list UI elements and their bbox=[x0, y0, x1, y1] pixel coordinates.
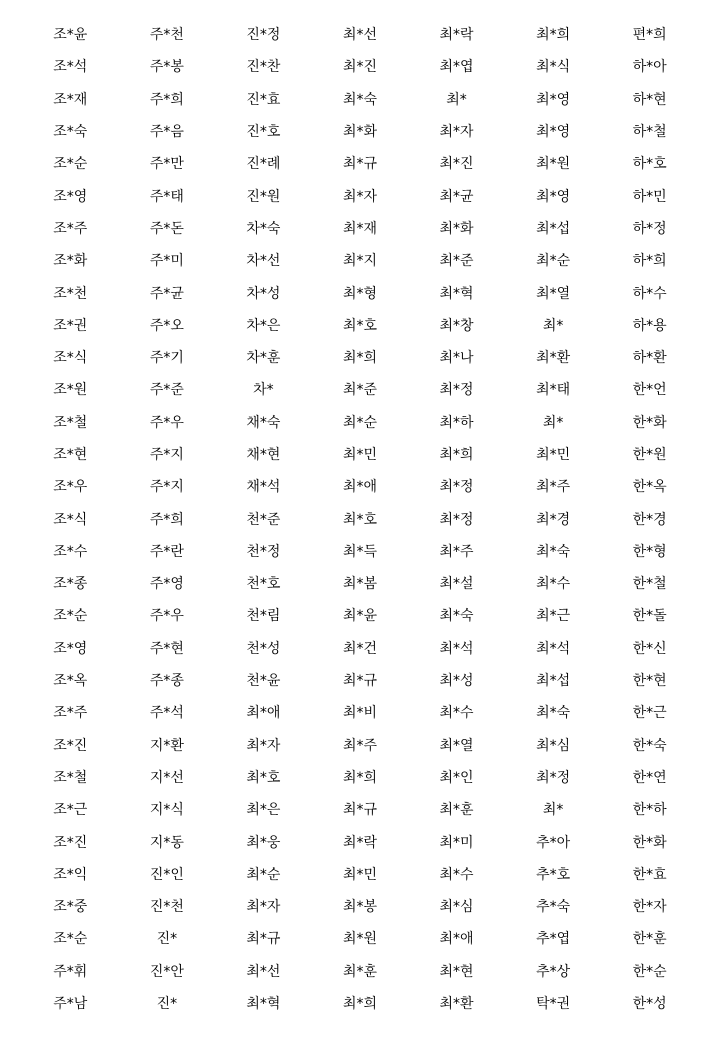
name-cell: 최*숙 bbox=[536, 543, 571, 560]
name-cell: 최*정 bbox=[439, 382, 474, 399]
name-cell: 최*순 bbox=[536, 253, 571, 270]
name-cell: 최*인 bbox=[439, 769, 474, 786]
table-row bbox=[22, 180, 698, 212]
table-row bbox=[22, 374, 698, 406]
name-cell: 조*화 bbox=[53, 253, 88, 270]
name-cell: 진*인 bbox=[149, 866, 184, 883]
name-cell: 한*돌 bbox=[632, 608, 667, 625]
name-cell: 최*원 bbox=[536, 156, 571, 173]
table-row bbox=[22, 956, 698, 988]
name-cell: 최*자 bbox=[246, 737, 281, 754]
name-cell: 차*숙 bbox=[246, 220, 281, 237]
name-cell: 최*현 bbox=[439, 963, 474, 980]
name-cell: 최*희 bbox=[342, 769, 377, 786]
name-cell: 최*원 bbox=[342, 931, 377, 948]
name-cell: 최*규 bbox=[342, 156, 377, 173]
name-cell: 최*비 bbox=[342, 705, 377, 722]
name-cell: 조*주 bbox=[53, 705, 88, 722]
name-cell: 최*설 bbox=[439, 576, 474, 593]
name-cell: 채*현 bbox=[246, 447, 281, 463]
name-cell: 최*하 bbox=[439, 414, 474, 431]
name-cell: 최*은 bbox=[246, 802, 281, 819]
name-cell: 최*순 bbox=[342, 414, 377, 431]
name-cell: 최*규 bbox=[342, 802, 377, 819]
table-row bbox=[22, 730, 698, 762]
name-cell: 최*애 bbox=[439, 931, 474, 948]
name-cell: 최*락 bbox=[439, 27, 474, 44]
table-row bbox=[22, 697, 698, 729]
name-cell: 주*준 bbox=[149, 382, 184, 399]
name-cell: 최* bbox=[542, 414, 564, 431]
name-cell: 차*성 bbox=[246, 285, 281, 302]
name-cell: 조*진 bbox=[53, 737, 88, 754]
name-cell: 최*호 bbox=[246, 769, 281, 786]
table-row bbox=[22, 310, 698, 342]
table-row bbox=[22, 923, 698, 955]
name-cell: 한*신 bbox=[632, 640, 667, 657]
name-cell: 조*순 bbox=[53, 931, 88, 948]
name-cell: 최*수 bbox=[439, 705, 474, 722]
name-cell: 최*정 bbox=[439, 511, 474, 528]
table-row bbox=[22, 277, 698, 309]
name-cell: 최*호 bbox=[342, 317, 377, 334]
name-cell: 주*미 bbox=[149, 253, 184, 270]
name-cell: 조*재 bbox=[53, 91, 88, 108]
name-cell: 조*식 bbox=[53, 511, 88, 528]
name-cell: 주*종 bbox=[149, 673, 184, 690]
name-cell: 조*영 bbox=[53, 188, 88, 205]
name-cell: 최*숙 bbox=[536, 705, 571, 722]
name-list-body bbox=[22, 19, 698, 1020]
name-cell: 진*효 bbox=[246, 91, 281, 108]
name-cell: 주*태 bbox=[149, 188, 184, 205]
name-cell: 최*지 bbox=[342, 253, 377, 270]
name-cell: 최*열 bbox=[536, 285, 571, 302]
name-cell: 지*동 bbox=[149, 834, 184, 851]
name-cell: 편*희 bbox=[632, 27, 667, 44]
name-cell: 조*현 bbox=[53, 447, 88, 463]
table-row bbox=[22, 633, 698, 665]
name-cell: 한*화 bbox=[632, 834, 667, 851]
name-cell: 최*자 bbox=[342, 188, 377, 205]
table-row bbox=[22, 503, 698, 535]
name-cell: 최*열 bbox=[439, 737, 474, 754]
name-cell: 하*희 bbox=[632, 253, 667, 270]
name-cell: 최*희 bbox=[342, 996, 377, 1013]
table-row bbox=[22, 439, 698, 471]
name-cell: 최*훈 bbox=[439, 802, 474, 819]
table-row bbox=[22, 826, 698, 858]
name-cell: 최*주 bbox=[536, 479, 571, 496]
name-cell: 최*숙 bbox=[342, 91, 377, 108]
name-cell: 주*영 bbox=[149, 576, 184, 593]
name-cell: 최*근 bbox=[536, 608, 571, 625]
name-cell: 최*혁 bbox=[246, 996, 281, 1013]
name-cell: 최*희 bbox=[536, 27, 571, 44]
table-row bbox=[22, 859, 698, 891]
name-cell: 하*정 bbox=[632, 220, 667, 237]
name-cell: 진*천 bbox=[149, 899, 184, 916]
name-cell: 주*석 bbox=[149, 705, 184, 722]
name-cell: 천*정 bbox=[246, 543, 281, 560]
name-cell: 조*진 bbox=[53, 834, 88, 851]
name-cell: 한*철 bbox=[632, 576, 667, 593]
name-cell: 최*영 bbox=[536, 124, 571, 141]
name-cell: 최*규 bbox=[342, 673, 377, 690]
name-cell: 최*봄 bbox=[342, 576, 377, 593]
name-cell: 조*순 bbox=[53, 156, 88, 173]
table-row bbox=[22, 407, 698, 439]
name-cell: 최*화 bbox=[439, 220, 474, 237]
table-row bbox=[22, 536, 698, 568]
name-cell: 추*상 bbox=[536, 963, 571, 980]
name-cell: 차*은 bbox=[246, 317, 281, 334]
name-cell: 주*휘 bbox=[53, 963, 88, 980]
name-cell: 주*천 bbox=[149, 27, 184, 44]
name-cell: 차*훈 bbox=[246, 350, 281, 367]
name-cell: 최* bbox=[542, 802, 564, 819]
name-cell: 최*주 bbox=[342, 737, 377, 754]
name-cell: 최*애 bbox=[246, 705, 281, 722]
name-cell: 주*오 bbox=[149, 317, 184, 334]
name-cell: 최* bbox=[446, 91, 467, 108]
name-cell: 조*식 bbox=[53, 350, 88, 367]
name-cell: 조*윤 bbox=[53, 27, 88, 44]
name-cell: 최*정 bbox=[439, 479, 474, 496]
name-cell: 하*아 bbox=[632, 59, 667, 76]
name-cell: 진*호 bbox=[246, 124, 281, 141]
name-cell: 최*영 bbox=[536, 188, 571, 205]
name-cell: 최*수 bbox=[439, 866, 474, 883]
name-cell: 최*순 bbox=[246, 866, 281, 883]
name-cell: 진*정 bbox=[246, 27, 281, 44]
name-cell: 주*봉 bbox=[149, 59, 184, 76]
name-cell: 조*석 bbox=[53, 59, 88, 76]
name-cell: 주*남 bbox=[53, 996, 88, 1013]
table-row bbox=[22, 245, 698, 277]
name-cell: 최*득 bbox=[342, 543, 377, 560]
name-cell: 최*민 bbox=[342, 866, 377, 883]
name-cell: 천*호 bbox=[246, 576, 281, 593]
name-cell: 최*균 bbox=[439, 188, 474, 205]
table-row bbox=[22, 600, 698, 632]
name-cell: 최* bbox=[542, 317, 564, 334]
name-cell: 주*음 bbox=[149, 124, 184, 141]
name-cell: 최*심 bbox=[439, 899, 474, 916]
name-cell: 조*수 bbox=[53, 543, 88, 560]
name-cell: 최*건 bbox=[342, 640, 377, 657]
name-cell: 주*균 bbox=[149, 285, 184, 302]
name-cell: 최*심 bbox=[536, 737, 571, 754]
table-row bbox=[22, 988, 698, 1020]
name-cell: 조*영 bbox=[53, 640, 88, 657]
name-cell: 하*철 bbox=[632, 124, 667, 141]
name-cell: 최*섭 bbox=[536, 673, 571, 690]
name-cell: 최*재 bbox=[342, 220, 377, 237]
name-cell: 조*숙 bbox=[53, 124, 88, 141]
name-cell: 주*희 bbox=[149, 511, 184, 528]
name-cell: 최*락 bbox=[342, 834, 377, 851]
name-cell: 주*기 bbox=[149, 350, 184, 367]
name-cell: 추*아 bbox=[536, 834, 571, 851]
name-cell: 조*우 bbox=[53, 479, 88, 496]
name-cell: 천*성 bbox=[246, 640, 281, 657]
name-cell: 주*지 bbox=[149, 447, 184, 463]
name-cell: 최*성 bbox=[439, 673, 474, 690]
name-cell: 추*숙 bbox=[536, 899, 571, 916]
name-cell: 조*근 bbox=[53, 802, 88, 819]
name-cell: 채*석 bbox=[246, 479, 281, 496]
name-cell: 한*자 bbox=[632, 899, 667, 916]
name-cell: 최*미 bbox=[439, 834, 474, 851]
name-cell: 최*선 bbox=[246, 963, 281, 980]
name-cell: 채*숙 bbox=[246, 414, 281, 431]
name-cell: 조*옥 bbox=[53, 673, 88, 690]
name-cell: 최*정 bbox=[536, 769, 571, 786]
name-cell: 지*식 bbox=[149, 802, 184, 819]
name-cell: 진* bbox=[156, 996, 178, 1013]
name-cell: 조*천 bbox=[53, 285, 88, 302]
table-row bbox=[22, 794, 698, 826]
name-cell: 지*환 bbox=[149, 737, 184, 754]
name-cell: 주*우 bbox=[149, 414, 184, 431]
name-cell: 최*규 bbox=[246, 931, 281, 948]
name-cell: 하*현 bbox=[632, 91, 667, 108]
name-cell: 조*중 bbox=[53, 899, 88, 916]
name-cell: 최*훈 bbox=[342, 963, 377, 980]
name-cell: 최*수 bbox=[536, 576, 571, 593]
name-cell: 한*경 bbox=[632, 511, 667, 528]
name-cell: 최*진 bbox=[342, 59, 377, 76]
name-cell: 최*준 bbox=[439, 253, 474, 270]
name-cell: 추*호 bbox=[536, 866, 571, 883]
name-cell: 진*원 bbox=[246, 188, 281, 205]
name-cell: 차* bbox=[253, 382, 274, 399]
name-cell: 조*철 bbox=[53, 769, 88, 786]
table-row bbox=[22, 471, 698, 503]
name-cell: 최*환 bbox=[439, 996, 474, 1013]
name-cell: 최*창 bbox=[439, 317, 474, 334]
name-cell: 한*훈 bbox=[632, 931, 667, 948]
name-cell: 진*안 bbox=[149, 963, 184, 980]
table-row bbox=[22, 19, 698, 51]
name-cell: 최*경 bbox=[536, 511, 571, 528]
name-cell: 한*원 bbox=[632, 447, 667, 463]
table-row bbox=[22, 148, 698, 180]
name-cell: 조*원 bbox=[53, 382, 88, 399]
table-row bbox=[22, 891, 698, 923]
name-cell: 조*권 bbox=[53, 317, 88, 334]
name-cell: 최*봉 bbox=[342, 899, 377, 916]
table-row bbox=[22, 568, 698, 600]
name-cell: 하*수 bbox=[632, 285, 667, 302]
name-cell: 최*주 bbox=[439, 543, 474, 560]
name-cell: 주*돈 bbox=[149, 220, 184, 237]
name-cell: 하*용 bbox=[632, 317, 667, 334]
table-row bbox=[22, 342, 698, 374]
name-list-table bbox=[22, 19, 698, 1020]
name-cell: 최*웅 bbox=[246, 834, 281, 851]
name-cell: 한*하 bbox=[632, 802, 667, 819]
name-cell: 하*호 bbox=[632, 156, 667, 173]
name-cell: 최*석 bbox=[536, 640, 571, 657]
name-cell: 최*태 bbox=[536, 382, 571, 399]
name-cell: 조*순 bbox=[53, 608, 88, 625]
name-cell: 최*섭 bbox=[536, 220, 571, 237]
name-cell: 하*민 bbox=[632, 188, 667, 205]
name-cell: 한*언 bbox=[632, 382, 667, 399]
name-cell: 최*애 bbox=[342, 479, 377, 496]
name-cell: 한*숙 bbox=[632, 737, 667, 754]
name-cell: 한*현 bbox=[632, 673, 667, 690]
name-cell: 최*형 bbox=[342, 285, 377, 302]
name-cell: 진*찬 bbox=[246, 59, 281, 76]
name-cell: 한*화 bbox=[632, 414, 667, 431]
name-cell: 한*형 bbox=[632, 543, 667, 560]
name-cell: 천*준 bbox=[246, 511, 281, 528]
name-cell: 조*익 bbox=[53, 866, 88, 883]
name-cell: 한*순 bbox=[632, 963, 667, 980]
name-cell: 최*혁 bbox=[439, 285, 474, 302]
name-cell: 한*성 bbox=[632, 996, 667, 1013]
name-cell: 추*엽 bbox=[536, 931, 571, 948]
name-cell: 주*지 bbox=[149, 479, 184, 496]
name-cell: 천*림 bbox=[246, 608, 281, 625]
name-cell: 최*환 bbox=[536, 350, 571, 367]
name-cell: 탁*권 bbox=[536, 996, 571, 1013]
name-cell: 천*윤 bbox=[246, 673, 281, 690]
name-cell: 최*식 bbox=[536, 59, 571, 76]
table-row bbox=[22, 213, 698, 245]
name-cell: 최*나 bbox=[439, 350, 474, 367]
name-cell: 차*선 bbox=[246, 253, 281, 270]
name-cell: 최*민 bbox=[536, 447, 571, 463]
name-cell: 최*자 bbox=[439, 124, 474, 141]
name-cell: 한*근 bbox=[632, 705, 667, 722]
name-cell: 하*환 bbox=[632, 350, 667, 367]
name-cell: 최*석 bbox=[439, 640, 474, 657]
name-cell: 최*민 bbox=[342, 447, 377, 463]
name-cell: 최*엽 bbox=[439, 59, 474, 76]
name-cell: 한*연 bbox=[632, 769, 667, 786]
table-row bbox=[22, 51, 698, 83]
name-cell: 최*자 bbox=[246, 899, 281, 916]
table-row bbox=[22, 665, 698, 697]
name-cell: 최*화 bbox=[342, 124, 377, 141]
table-row bbox=[22, 84, 698, 116]
name-cell: 조*주 bbox=[53, 220, 88, 237]
name-cell: 최*선 bbox=[342, 27, 377, 44]
name-cell: 주*만 bbox=[149, 156, 184, 173]
name-cell: 최*준 bbox=[342, 382, 377, 399]
name-cell: 최*희 bbox=[439, 447, 474, 463]
name-cell: 최*진 bbox=[439, 156, 474, 173]
table-row bbox=[22, 762, 698, 794]
name-cell: 주*우 bbox=[149, 608, 184, 625]
name-cell: 조*철 bbox=[53, 414, 88, 431]
name-cell: 최*숙 bbox=[439, 608, 474, 625]
name-cell: 진*례 bbox=[246, 156, 281, 173]
name-cell: 최*영 bbox=[536, 91, 571, 108]
name-cell: 최*희 bbox=[342, 350, 377, 367]
name-cell: 진* bbox=[156, 931, 178, 948]
name-cell: 최*윤 bbox=[342, 608, 377, 625]
name-cell: 조*종 bbox=[53, 576, 88, 593]
name-cell: 주*희 bbox=[149, 91, 184, 108]
name-cell: 한*옥 bbox=[632, 479, 667, 496]
name-cell: 지*선 bbox=[149, 769, 184, 786]
name-cell: 주*현 bbox=[149, 640, 184, 657]
name-cell: 주*란 bbox=[149, 543, 184, 560]
table-row bbox=[22, 116, 698, 148]
name-cell: 한*효 bbox=[632, 866, 667, 883]
name-cell: 최*호 bbox=[342, 511, 377, 528]
